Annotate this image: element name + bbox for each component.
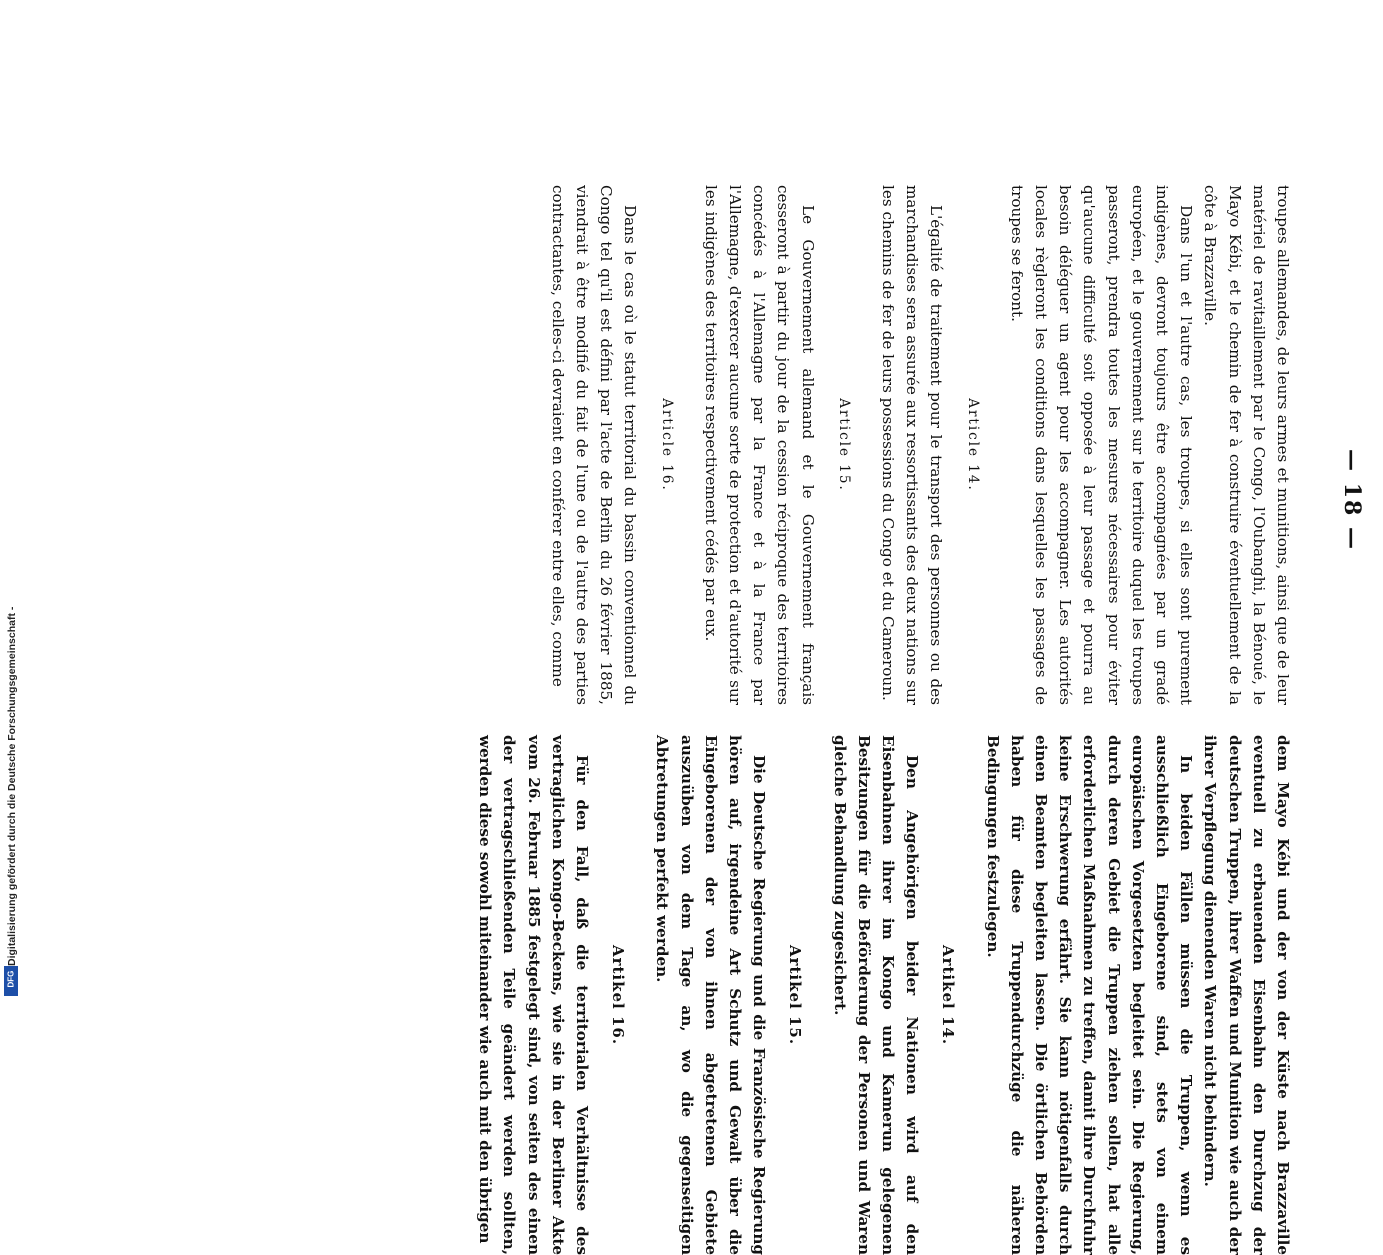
french-paragraph-1: troupes allemandes, de leurs armes et munitions, ainsi que de leur matériel de ravitaillement par le Congo, l'Oubanghi, la Bénoué, le Mayo Kébi, et le chemin de fer à construire éventuellement de la côte à Brazzaville. [1201, 185, 1292, 705]
page-number: — 18 — [1339, 449, 1365, 551]
french-article-16-title: Article 16. [658, 398, 675, 492]
french-column [546, 185, 1295, 705]
french-article-16-text: Dans le cas où le statut territorial du bassin conventionnel du Congo tel qu'il est défini par l'acte de Berlin du 26 février 1885, viendrait à être modifié du fait de l'une ou de l'autre des parties contractantes, celles-ci devraient en conférer entre elles, comme [548, 185, 640, 705]
french-article-15-text: Le Gouvernement allemand et le Gouvernement français cesseront à partir du jour de la cession réciproque des territoires concédés à l'Allemagne par la France et à la France par l'Allemagne, d'exercer aucune sorte de protection et d'autorité sur les indigènes des territoires respectivement cédés par eux. [701, 185, 817, 705]
dfg-logo-text: DFG [6, 970, 16, 988]
french-article-14-text: L'égalité de traitement pour le transport des personnes ou des marchandises sera assurée aux ressortissants des deux nations sur les chemins de fer de leurs possessions du Congo et du Cameroun. [878, 185, 946, 705]
german-article-15-title: Artikel 15. [786, 944, 805, 1046]
french-article-14-title: Article 14. [964, 398, 981, 492]
german-article-16-title: Artikel 16. [609, 944, 628, 1046]
german-article-14-title: Artikel 14. [939, 944, 958, 1046]
german-article-16-text: Für den Fall, daß die territorialen Verhältnisse des vertraglichen Kongo-Beckens, wie sie in der Berliner Akte vom 26. Februar 1885 festgelegt sind, von seiten des einen der vertragschließenden Teile geändert werden sollten, werden diese sowohl miteinander wie auch mit den übrigen [476, 735, 591, 1255]
french-article-15-title: Article 15. [835, 398, 852, 492]
german-paragraph-2: In beiden Fällen müssen die Truppen, wenn es ausschließlich Eingeborene sind, stets von einem europäischen Vorgesetzten begleitet sein. Die Regierung, durch deren Gebiet die Truppen ziehen sollen, hat alle erforderlichen Maßnahmen zu treffen, damit ihre Durchfuhr keine Erschwerung erfährt. Sie kann nötigenfalls durch einen Beamten begleiten lassen. Die örtlichen Behörden haben für diese Truppendurchzüge die näheren Bedingungen festzulegen. [983, 735, 1196, 1255]
german-article-14-text: Den Angehörigen beider Nationen wird auf den Eisenbahnen ihrer im Kongo und Kamerun gelegenen Besitzungen für die Beförderung der Personen und Waren gleiche Behandlung zugesichert. [830, 735, 922, 1255]
german-paragraph-1: dem Mayo Kébi und der von der Küste nach Brazzaville eventuell zu erbauenden Eisenbahn den Durchzug der deutschen Truppen, ihrer Waffen und Munition wie auch der ihrer Verpflegung dienenden Waren nicht behindern. [1201, 735, 1292, 1255]
dfg-credit-text: Digitalisierung gefördert durch die Deutsche Forschungsgemeinschaft - [6, 606, 18, 966]
german-article-15-text: Die Deutsche Regierung und die Französische Regierung hören auf, irgendeine Art Schutz und Gewalt über die Eingeborenen der von ihnen abgetretenen Gebiete auszuüben von dem Tage an, wo die gegenseitigen Abtretungen perfekt werden. [653, 735, 769, 1255]
french-paragraph-2: Dans l'un et l'autre cas, les troupes, si elles sont purement indigènes, devront toujours être accompagnées par un gradé européen, et le gouvernement sur le territoire duquel les troupes passeront, prendra toutes les mesures nécessaires pour éviter qu'aucune difficulté soit opposée à leur passage et pourra au besoin déléguer un agent pour les accompagner. Les autorités locales règleront les conditions dans lesquelles les passages de troupes se feront. [1007, 185, 1196, 705]
german-column [473, 735, 1295, 1255]
